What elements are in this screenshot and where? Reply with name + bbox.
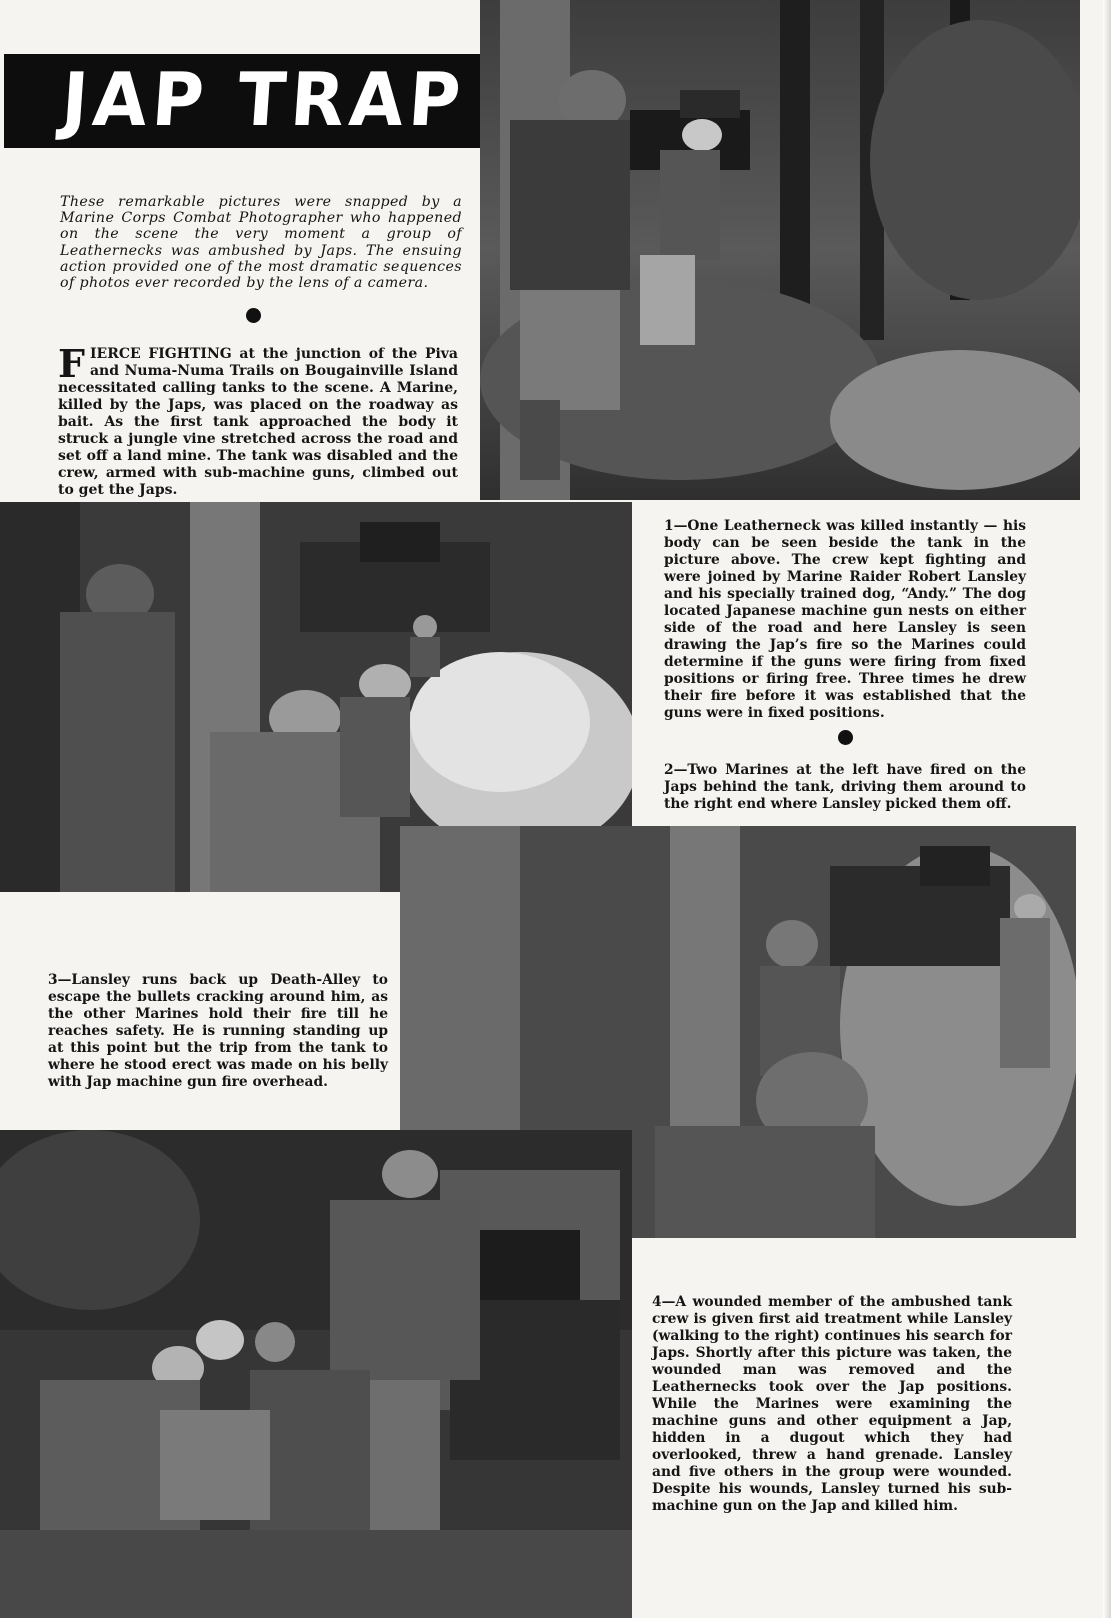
bullet-dot <box>246 308 261 323</box>
photo-tank-ambush-image <box>480 0 1080 500</box>
lead-text: at the junction of the Piva and Numa-Numa Trails on Bougainville Island necessitated calling tanks to the scene. A Marine, killed by the Japs, was placed on the roadway as bait. As the first tank approached the body it struck a jungle vine stretched across the road and set off a land mine. The tank was disabled and the crew, armed with sub-machine guns, climbed out to get the Japs. <box>58 346 458 498</box>
lead-caps: IERCE FIGHTING <box>89 346 232 362</box>
photo-first-aid-image <box>0 1130 632 1618</box>
page-title: JAP TRAP <box>58 56 469 144</box>
drop-cap: F <box>58 341 85 386</box>
caption-3: 3—Lansley runs back up Death-Alley to escape the bullets cracking around him, as the other Marines hold their fire till he reaches safety. He is running standing up at this point but the trip from the tank to where he stood erect was made on his belly with Jap machine gun fire overhead. <box>48 972 388 1090</box>
lead-article <box>58 341 458 499</box>
photo-first-aid <box>0 1130 632 1618</box>
photo-tank-ambush <box>480 0 1080 500</box>
caption-4: 4—A wounded member of the ambushed tank crew is given first aid treatment while Lansley (walking to the right) continues his search for Japs. Shortly after this picture was taken, the wounded man was removed and the Leathernecks took over the Jap positions. While the Marines were examining the machine guns and other equipment a Jap, hidden in a dugout which they had overlooked, threw a hand grenade. Lansley and five others in the group were wounded. Despite his wounds, Lansley turned his sub-machine gun on the Jap and killed him. <box>652 1294 1012 1514</box>
page-edge <box>1103 0 1111 1618</box>
bullet-dot <box>838 730 853 745</box>
caption-2: 2—Two Marines at the left have fired on the Japs behind the tank, driving them around to the right end where Lansley picked them off. <box>664 762 1026 812</box>
intro-paragraph: These remarkable pictures were snapped by a Marine Corps Combat Photographer who happened on the scene the very moment a group of Leathernecks was ambushed by Japs. The ensuing action provided one of the most dramatic sequences of photos ever recorded by the lens of a camera. <box>60 194 462 292</box>
title-banner <box>4 54 500 148</box>
caption-1: 1—One Leatherneck was killed instantly — his body can be seen beside the tank in the picture above. The crew kept fighting and were joined by Marine Raider Robert Lansley and his specially trained dog, “Andy.” The dog located Japanese machine gun nests on either side of the road and here Lansley is seen drawing the Jap’s fire so the Marines could determine if the guns were firing from fixed positions or firing free. Three times he drew their fire before it was established that the guns were in fixed positions. <box>664 518 1026 721</box>
